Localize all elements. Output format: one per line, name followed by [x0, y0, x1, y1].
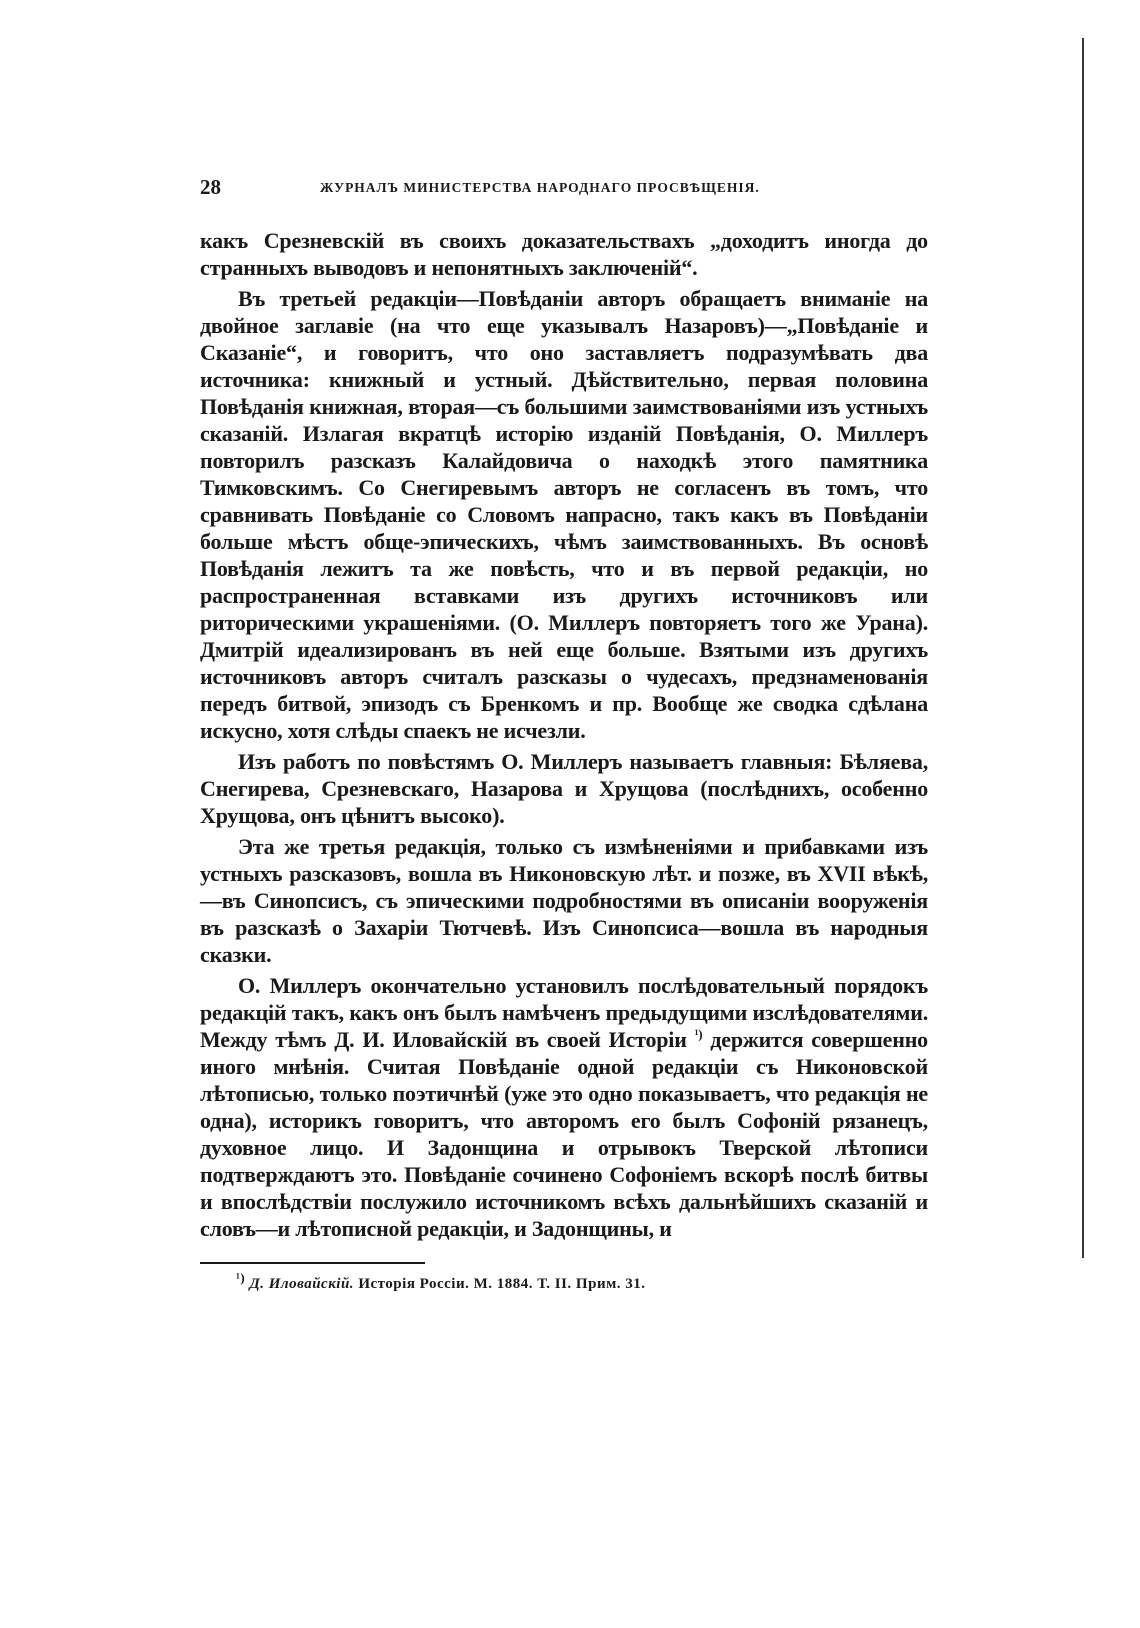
journal-title: ЖУРНАЛЪ МИНИСТЕРСТВА НАРОДНАГО ПРОСВѢЩЕНІЯ. — [320, 180, 760, 195]
paragraph-2 — [200, 285, 928, 744]
footnote — [236, 1270, 928, 1293]
paragraph-5-text-start: О. Миллеръ окончательно установилъ послѣдовательный порядокъ редакцій такъ, какъ онъ былъ намѣченъ предыдущими изслѣдователями. Между тѣмъ Д. И. Иловайскій въ своей Исторіи — [200, 973, 928, 1052]
book-page — [200, 175, 928, 1293]
footnote-marker: ¹) — [236, 1270, 246, 1285]
running-head — [200, 175, 928, 209]
footnote-author: Д. Иловайскій. — [249, 1276, 355, 1292]
paragraph-3 — [200, 748, 928, 829]
paragraph-1-text: какъ Срезневскій въ своихъ доказательствахъ „доходитъ иногда до странныхъ выводовъ и непонятныхъ заключеній“. — [200, 228, 928, 280]
footnote-reference: ¹) — [694, 1026, 703, 1042]
paragraph-2-text: Въ третьей редакціи—Повѣданіи авторъ обращаетъ вниманіе на двойное заглавіе (на что еще указывалъ Назаровъ)—„Повѣданіе и Сказаніе“, и говоритъ, что оно заставляетъ подразумѣвать два источника: книжный и устный. Дѣйствительно, первая половина Повѣданія книжная, вторая—съ большими заимствованіями изъ устныхъ сказаній. Излагая вкратцѣ исторію изданій Повѣданія, О. Миллеръ повторилъ разсказъ Калайдовича о находкѣ этого памятника Тимковскимъ. Со Снегиревымъ авторъ не согласенъ въ томъ, что сравнивать Повѣданіе со Словомъ напрасно, такъ какъ въ Повѣданіи больше мѣстъ обще-эпическихъ, чѣмъ заимствованныхъ. Въ основѣ Повѣданія лежитъ та же повѣсть, что и въ первой редакціи, но распространенная вставками изъ другихъ источниковъ или риторическими украшеніями. (О. Миллеръ повторяетъ того же Урана). Дмитрій идеализированъ въ ней еще больше. Взятыми изъ другихъ источниковъ авторъ считалъ разсказы о чудесахъ, предзнаменованія передъ битвой, эпизодъ съ Бренкомъ и пр. Вообще же сводка сдѣлана искусно, хотя слѣды спаекъ не исчезли. — [200, 286, 928, 743]
paragraph-4-text: Эта же третья редакція, только съ измѣненіями и прибавками изъ устныхъ разсказовъ, вошла въ Никоновскую лѣт. и позже, въ XVII вѣкѣ,—въ Синопсисъ, съ эпическими подробностями въ описаніи вооруженія въ разсказѣ о Захаріи Тютчевѣ. Изъ Синопсиса—вошла въ народныя сказки. — [200, 834, 928, 967]
footnote-divider — [200, 1262, 425, 1264]
paragraph-1 — [200, 227, 928, 281]
footnote-citation: Исторія Россіи. М. 1884. Т. II. Прим. 31. — [358, 1276, 646, 1292]
page-number: 28 — [200, 175, 221, 199]
paragraph-5-text-end: держится совершенно иного мнѣнія. Считая Повѣданіе одной редакціи съ Никоновской лѣтописью, только поэтичнѣй (уже это одно показываетъ, что редакція не одна), историкъ говоритъ, что авторомъ его былъ Софоній рязанецъ, духовное лицо. И Задонщина и отрывокъ Тверской лѣтописи подтверждаютъ это. Повѣданіе сочинено Софоніемъ вскорѣ послѣ битвы и впослѣдствіи послужило источникомъ всѣхъ дальнѣйшихъ сказаній и словъ—и лѣтописной редакціи, и Задонщины, и — [200, 1027, 928, 1241]
body-text — [200, 227, 928, 1242]
paragraph-3-text: Изъ работъ по повѣстямъ О. Миллеръ называетъ главныя: Бѣляева, Снегирева, Срезневскаго, Назарова и Хрущова (послѣднихъ, особенно Хрущова, онъ цѣнитъ высоко). — [200, 749, 928, 828]
page-edge-line — [1082, 38, 1084, 1258]
paragraph-4 — [200, 833, 928, 968]
paragraph-5 — [200, 972, 928, 1242]
